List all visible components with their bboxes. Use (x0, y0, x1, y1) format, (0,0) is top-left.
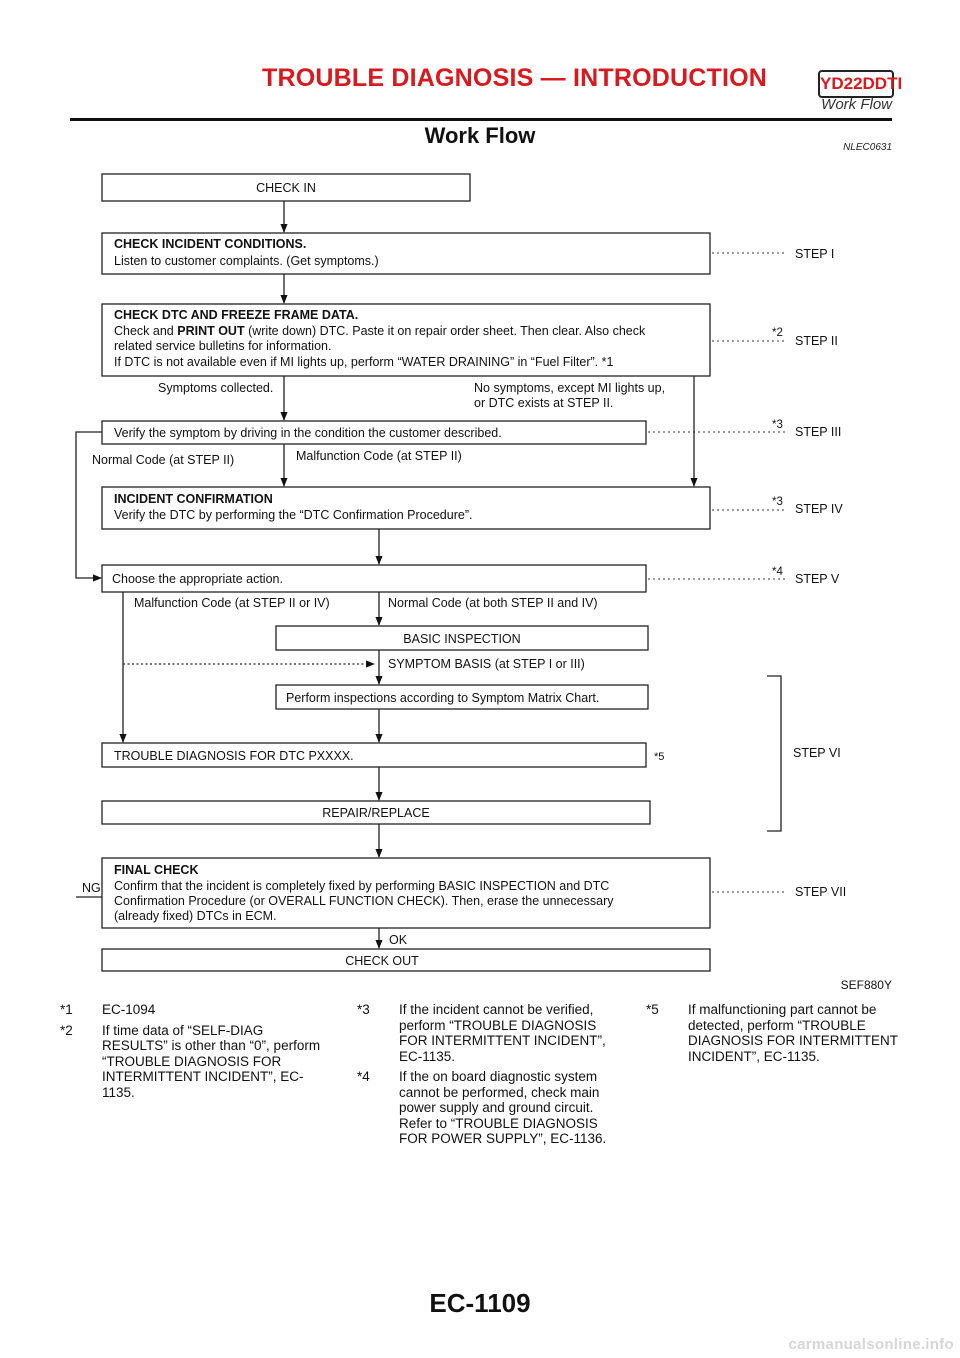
confirmation-body: Verify the DTC by performing the “DTC Confirmation Procedure”. (114, 508, 473, 522)
notes-column-1 (60, 1002, 322, 1105)
step-3-note-mark: *3 (772, 419, 783, 431)
note-text: If the on board diagnostic system cannot be performed, check main power supply and ground circuit. Refer to “TROUBLE DIAGNOSIS FOR POWER SUPPLY”, EC-1136. (399, 1069, 607, 1146)
ng-label: NG (82, 881, 101, 895)
note-text: If the incident cannot be verified, perform “TROUBLE DIAGNOSIS FOR INTERMITTENT INCIDENT”, EC-1135. (399, 1002, 606, 1064)
figure-id: SEF880Y (840, 978, 892, 992)
step-1-label: STEP I (795, 247, 835, 261)
notes-column-2 (357, 1002, 619, 1152)
normal-code-step2-label: Normal Code (at STEP II) (92, 453, 235, 467)
header-title: TROUBLE DIAGNOSIS — INTRODUCTION (262, 64, 768, 92)
note-1 (60, 1002, 322, 1018)
symptoms-collected-label: Symptoms collected. (158, 381, 274, 395)
note-4 (357, 1069, 619, 1147)
verify-label: Verify the symptom by driving in the condition the customer described. (114, 426, 502, 440)
repair-label: REPAIR/REPLACE (322, 806, 430, 820)
notes-column-3 (646, 1002, 908, 1069)
step-6-label: STEP VI (793, 746, 841, 760)
final-line3: (already fixed) DTCs in ECM. (114, 909, 277, 923)
section-title: Work Flow (424, 123, 536, 148)
trouble-dtc-label: TROUBLE DIAGNOSIS FOR DTC PXXXX. (114, 749, 354, 763)
confirmation-title: INCIDENT CONFIRMATION (114, 492, 273, 506)
header-subtitle: Work Flow (821, 96, 892, 113)
step-3-label: STEP III (795, 425, 842, 439)
ok-label: OK (389, 933, 408, 947)
note-text: If malfunctioning part cannot be detected, perform “TROUBLE DIAGNOSIS FOR INTERMITTENT INCIDENT”, EC-1135. (688, 1002, 898, 1064)
final-title: FINAL CHECK (114, 863, 199, 877)
note-5 (646, 1002, 908, 1064)
symptom-basis-label: SYMPTOM BASIS (at STEP I or III) (388, 657, 585, 671)
step-2-label: STEP II (795, 334, 838, 348)
step-7-label: STEP VII (795, 885, 847, 899)
note-mark: *4 (357, 1069, 370, 1084)
check-in-label: CHECK IN (256, 181, 316, 195)
note-text: If time data of “SELF-DIAG RESULTS” is other than “0”, perform “TROUBLE DIAGNOSIS FOR INTERMITTENT INCIDENT”, EC-1135. (102, 1022, 321, 1100)
step6-bracket (767, 676, 781, 831)
model-badge: YD22DDTI (818, 70, 894, 98)
page-number: EC-1109 (429, 1288, 531, 1318)
note-mark: *3 (357, 1002, 370, 1017)
incident-title: CHECK INCIDENT CONDITIONS. (114, 237, 307, 251)
watermark: carmanualsonline.info (788, 1336, 954, 1353)
star5-label: *5 (654, 751, 665, 763)
choose-label: Choose the appropriate action. (112, 572, 283, 586)
basic-inspection-label: BASIC INSPECTION (403, 632, 521, 646)
step-4-note-mark: *3 (772, 496, 783, 508)
note-mark: *2 (60, 1022, 73, 1038)
step-4-label: STEP IV (795, 502, 843, 516)
dtc-line2: related service bulletins for information. (114, 339, 332, 353)
note-text: EC-1094 (102, 1002, 156, 1017)
check-out-label: CHECK OUT (345, 954, 419, 968)
normal-code-both-label: Normal Code (at both STEP II and IV) (388, 596, 598, 610)
note-2 (60, 1023, 322, 1101)
step-5-note-mark: *4 (772, 566, 783, 578)
final-line2: Confirmation Procedure (or OVERALL FUNCTION CHECK). Then, erase the unnecessary (114, 894, 614, 908)
no-symptoms-label-1: No symptoms, except MI lights up, (474, 381, 666, 395)
malfunction-code-step2-label: Malfunction Code (at STEP II) (296, 449, 462, 463)
step-2-note-mark: *2 (772, 327, 783, 339)
note-mark: *1 (60, 1002, 73, 1017)
note-mark: *5 (646, 1002, 659, 1017)
malfunction-code-2-4-label: Malfunction Code (at STEP II or IV) (134, 596, 330, 610)
dtc-title: CHECK DTC AND FREEZE FRAME DATA. (114, 308, 359, 322)
final-line1: Confirm that the incident is completely fixed by performing BASIC INSPECTION and DTC (114, 879, 610, 893)
section-code: NLEC0631 (843, 142, 892, 153)
dtc-line3: If DTC is not available even if MI lights up, perform “WATER DRAINING” in “Fuel Filter”. *1 (114, 355, 614, 369)
symptom-matrix-label: Perform inspections according to Symptom Matrix Chart. (286, 691, 600, 705)
incident-body: Listen to customer complaints. (Get symptoms.) (114, 254, 379, 268)
step-5-label: STEP V (795, 572, 840, 586)
dtc-line1: Check and PRINT OUT (write down) DTC. Paste it on repair order sheet. Then clear. Also check (114, 324, 646, 338)
note-3 (357, 1002, 619, 1064)
no-symptoms-label-2: or DTC exists at STEP II. (474, 396, 614, 410)
